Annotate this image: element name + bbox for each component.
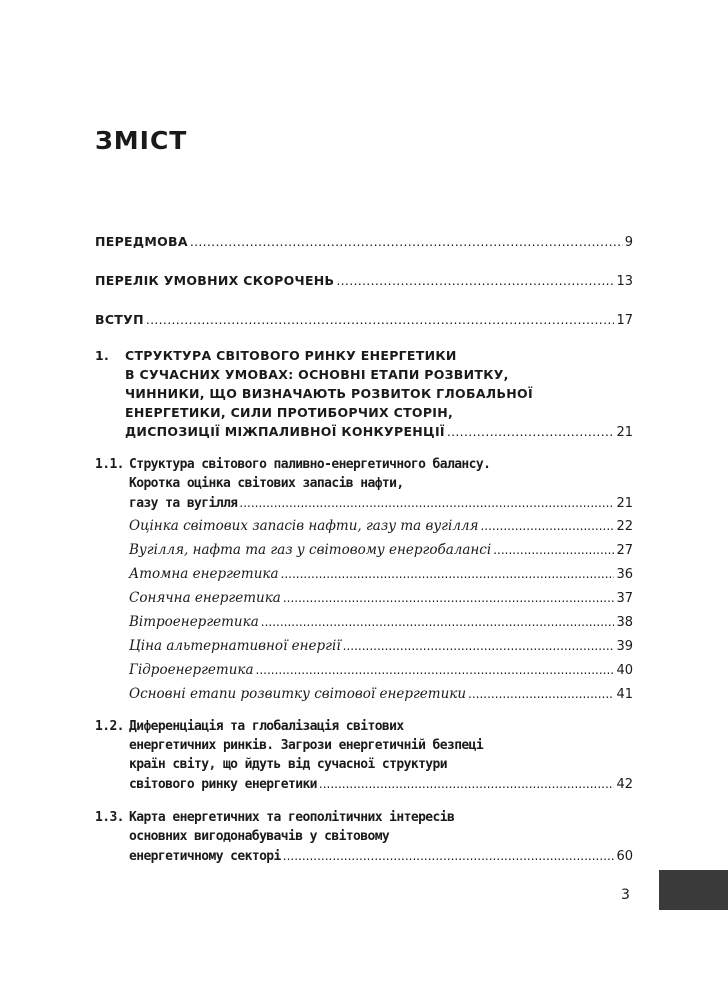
toc-entry-intro[interactable] xyxy=(95,309,633,331)
section-title-text: Диференціація та глобалізація світових xyxy=(129,719,404,734)
section-title-text: світового ринку енергетики xyxy=(129,777,317,792)
toc-subentry[interactable] xyxy=(129,587,633,609)
chapter-title-text: ДИСПОЗИЦІЇ МІЖПАЛИВНОЇ КОНКУРЕНЦІЇ xyxy=(125,424,445,439)
toc-entry-page: 17 xyxy=(616,313,633,328)
page-edge-tab xyxy=(659,870,728,910)
page-number: 3 xyxy=(621,887,630,903)
section-number: 1.1. xyxy=(95,457,124,472)
toc-entry-page: 39 xyxy=(616,639,633,654)
toc-entry-page: 42 xyxy=(616,777,633,792)
chapter-number: 1. xyxy=(95,348,110,363)
toc-subentry[interactable] xyxy=(129,659,633,681)
toc-entry-page: 21 xyxy=(616,496,633,511)
section-title-line-last xyxy=(129,492,633,514)
toc-entry-foreword[interactable] xyxy=(95,231,633,253)
toc-entry-text: ПЕРЕЛІК УМОВНИХ СКОРОЧЕНЬ xyxy=(95,273,335,288)
toc-entry-page: 36 xyxy=(616,567,633,582)
section-title-text: Коротка оцінка світових запасів нафти, xyxy=(129,476,404,491)
dot-leader xyxy=(239,492,614,514)
chapter-title-text: ЧИННИКИ, ЩО ВИЗНАЧАЮТЬ РОЗВИТОК ГЛОБАЛЬНОЇ xyxy=(125,386,533,401)
toc-subentry[interactable] xyxy=(129,563,633,585)
toc-subentry-text: Вітроенергетика xyxy=(129,614,259,630)
toc-entry-page: 22 xyxy=(616,519,633,534)
toc-subentry-text: Атомна енергетика xyxy=(129,566,279,582)
toc-entry-abbreviations[interactable] xyxy=(95,270,633,292)
dot-leader xyxy=(468,683,614,705)
toc-subentry-text: Основні етапи розвитку світової енергетики xyxy=(129,686,467,702)
section-title-text: Структура світового паливно-енергетичного балансу. xyxy=(129,457,491,472)
toc-entry-page: 13 xyxy=(616,274,633,289)
section-title-text: основних вигодонабувачів у світовому xyxy=(129,829,390,844)
toc-entry-page: 60 xyxy=(616,849,633,864)
toc-subentry[interactable] xyxy=(129,611,633,633)
toc-entry-page: 41 xyxy=(616,687,633,702)
page-title: ЗМІСТ xyxy=(95,126,188,155)
toc-subentry[interactable] xyxy=(129,635,633,657)
dot-leader xyxy=(480,515,614,537)
dot-leader xyxy=(283,845,615,867)
toc-entry-page: 37 xyxy=(616,591,633,606)
toc-subentry-text: Гідроенергетика xyxy=(129,662,254,678)
toc-entry-page: 38 xyxy=(616,615,633,630)
toc-subentry-text: Ціна альтернативної енергії xyxy=(129,638,341,654)
section-number: 1.2. xyxy=(95,719,124,734)
toc-entry-page: 9 xyxy=(624,235,633,250)
chapter-title-line-last xyxy=(125,421,633,443)
chapter-title-text: СТРУКТУРА СВІТОВОГО РИНКУ ЕНЕРГЕТИКИ xyxy=(125,348,457,363)
toc-subentry[interactable] xyxy=(129,515,633,537)
dot-leader xyxy=(343,635,615,657)
dot-leader xyxy=(493,539,614,561)
dot-leader xyxy=(447,421,615,443)
section-title-text: енергетичному секторі xyxy=(129,849,281,864)
dot-leader xyxy=(319,773,615,795)
toc-subentry-text: Оцінка світових запасів нафти, газу та вугілля xyxy=(129,518,479,534)
dot-leader xyxy=(281,563,615,585)
section-title-text: енергетичних ринків. Загрози енергетичній безпеці xyxy=(129,738,484,753)
dot-leader xyxy=(261,611,615,633)
section-number: 1.3. xyxy=(95,810,124,825)
toc-subentry[interactable] xyxy=(129,683,633,705)
toc-entry-page: 40 xyxy=(616,663,633,678)
section-title-text: Карта енергетичних та геополітичних інтересів xyxy=(129,810,455,825)
dot-leader xyxy=(256,659,615,681)
dot-leader xyxy=(190,231,623,253)
toc-subentry-text: Сонячна енергетика xyxy=(129,590,281,606)
toc-subentry[interactable] xyxy=(129,539,633,561)
section-title-line-last xyxy=(129,773,633,795)
section-title-text: країн світу, що йдуть від сучасної структури xyxy=(129,757,447,772)
toc-entry-page: 27 xyxy=(616,543,633,558)
chapter-title-text: ЕНЕРГЕТИКИ, СИЛИ ПРОТИБОРЧИХ СТОРІН, xyxy=(125,405,454,420)
chapter-title-text: В СУЧАСНИХ УМОВАХ: ОСНОВНІ ЕТАПИ РОЗВИТКУ, xyxy=(125,367,509,382)
toc-entry-text: ВСТУП xyxy=(95,312,144,327)
section-title-text: газу та вугілля xyxy=(129,496,238,511)
toc-subentry-text: Вугілля, нафта та газ у світовому енергобалансі xyxy=(129,542,492,558)
toc-entry-text: ПЕРЕДМОВА xyxy=(95,234,188,249)
dot-leader xyxy=(336,270,614,292)
dot-leader xyxy=(283,587,615,609)
dot-leader xyxy=(146,309,615,331)
section-title-line-last xyxy=(129,845,633,867)
toc-entry-page: 21 xyxy=(616,425,633,440)
